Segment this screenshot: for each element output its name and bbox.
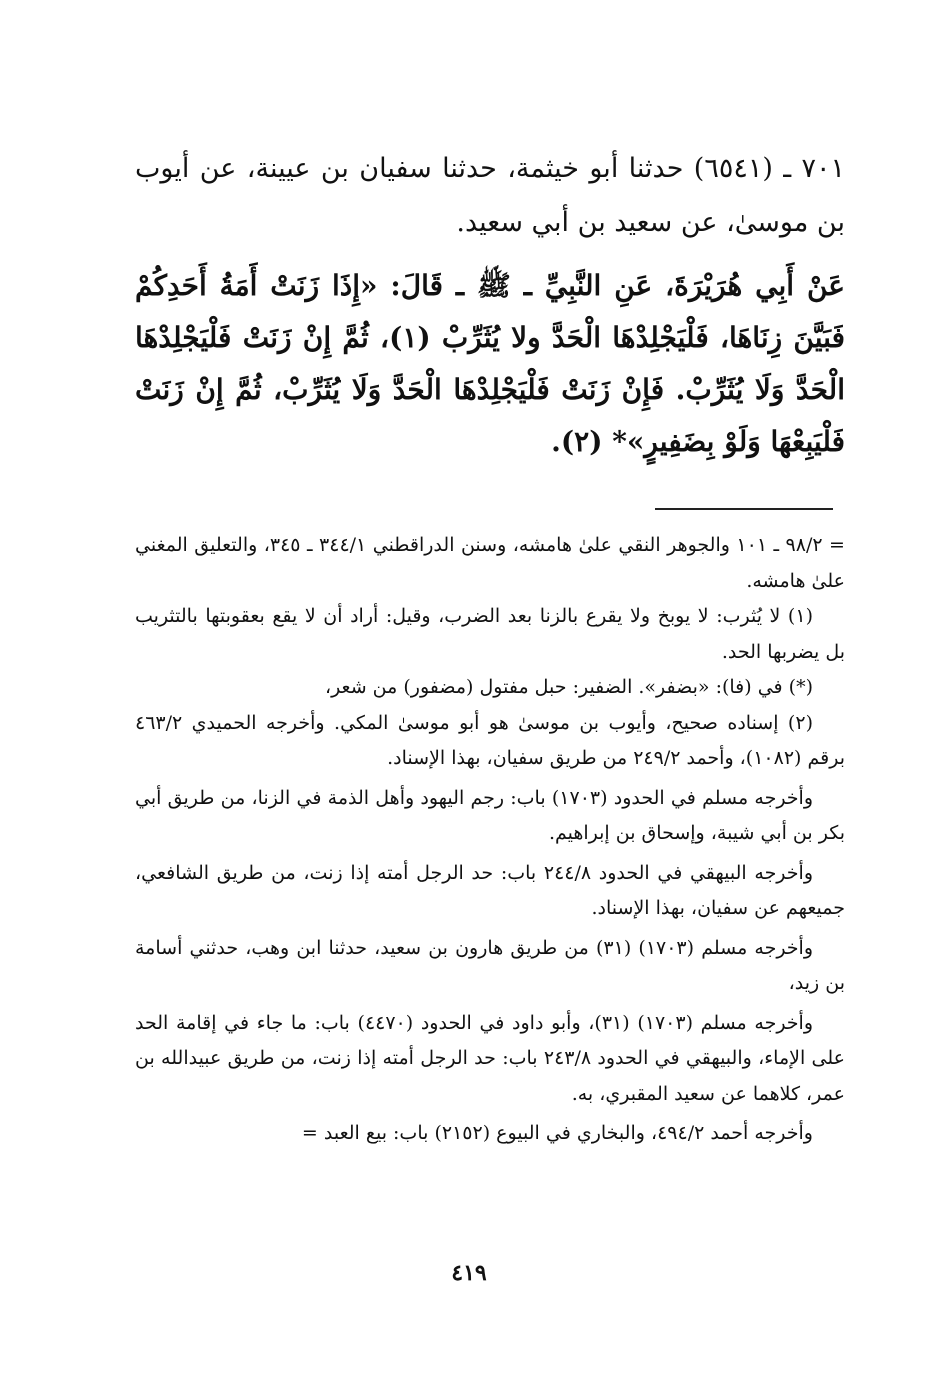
footnotes-section xyxy=(135,528,845,1152)
footnote-abudawud: وأخرجه مسلم (١٧٠٣) (٣١)، وأبو داود في الحدود (٤٤٧٠) باب: ما جاء في إقامة الحد على الإماء، والبيهقي في الحدود ٢٤٣/٨ باب: حد الرجل أمته إذا زنت، من طريق عبيدالله بن عمر، كلاهما عن سعيد المقبري، به. xyxy=(135,1011,845,1105)
page-number: ٤١٩ xyxy=(451,1260,487,1286)
hadith-section xyxy=(135,142,845,468)
hadith-body: عَنْ أَبِي هُرَيْرَةَ، عَنِ النَّبِيِّ ـ ﷺ ـ قَالَ: «إِذَا زَنَتْ أَمَةُ أَحَدِكُمْ فَبَيَّنَ زِنَاهَا، فَلْيَجْلِدْهَا الْحَدَّ ولا يُثَرِّبْ (١)، ثُمَّ إِنْ زَنَتْ فَلْيَجْلِدْهَا الْحَدَّ وَلَا يُثَرِّبْ. فَإِنْ زَنَتْ فَلْيَجْلِدْهَا الْحَدَّ وَلَا يُثَرِّبْ، ثُمَّ إِنْ زَنَتْ فَلْيَبِعْهَا وَلَوْ بِضَفِيرٍ»* (٢). xyxy=(135,269,845,458)
footnote-divider xyxy=(655,508,833,510)
footnote-continued: = ٩٨/٢ ـ ١٠١ والجوهر النقي علىٰ هامشه، وسنن الدراقطني ٣٤٤/١ ـ ٣٤٥، والتعليق المغني علىٰ هامشه. xyxy=(135,534,845,592)
footnote-bayhaqi: وأخرجه البيهقي في الحدود ٢٤٤/٨ باب: حد الرجل أمته إذا زنت، من طريق الشافعي، جميعهم عن سفيان، بهذا الإسناد. xyxy=(135,861,845,919)
footnote-muslim: وأخرجه مسلم في الحدود (١٧٠٣) باب: رجم اليهود وأهل الذمة في الزنا، من طريق أبي بكر بن أبي شيبة، وإسحاق بن إبراهيم. xyxy=(135,786,845,844)
footnote-1: (١) لا يُثرب: لا يوبخ ولا يقرع بالزنا بعد الضرب، وقيل: أراد أن لا يقع بعقوبتها بالتثريب بل يضربها الحد. xyxy=(135,605,845,663)
footnote-muslim-31: وأخرجه مسلم (١٧٠٣) (٣١) من طريق هارون بن سعيد، حدثنا ابن وهب، حدثني أسامة بن زيد، xyxy=(135,936,845,994)
hadith-heading: ٧٠١ ـ (٦٥٤١) حدثنا أبو خيثمة، حدثنا سفيان بن عيينة، عن أيوب بن موسىٰ، عن سعيد بن أبي سعيد. xyxy=(135,153,845,238)
footnote-bukhari: وأخرجه أحمد ٤٩٤/٢، والبخاري في البيوع (٢١٥٢) باب: بيع العبد = xyxy=(301,1122,813,1144)
footnote-2: (٢) إسناده صحيح، وأيوب بن موسىٰ هو أبو موسىٰ المكي. وأخرجه الحميدي ٤٦٣/٢ برقم (١٠٨٢)، وأحمد ٢٤٩/٢ من طريق سفيان، بهذا الإسناد. xyxy=(135,711,845,769)
footnote-star: (*) في (فا): «بضفر». الضفير: حبل مفتول (مضفور) من شعر، xyxy=(324,676,813,698)
